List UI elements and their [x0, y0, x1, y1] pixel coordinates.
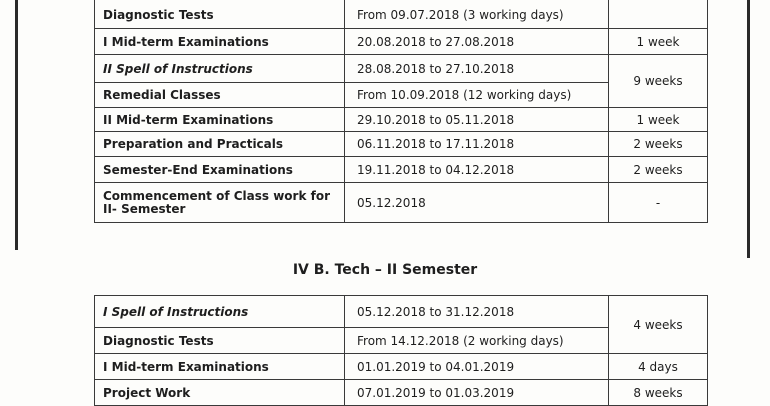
period-cell: 06.11.2018 to 17.11.2018	[345, 132, 609, 157]
table-row	[95, 0, 708, 29]
table-row	[95, 132, 708, 157]
table-row	[95, 55, 708, 83]
table-row	[95, 296, 708, 328]
table-row	[95, 108, 708, 132]
activity-cell: II Spell of Instructions	[95, 55, 345, 83]
duration-cell: 2 weeks	[609, 132, 708, 157]
table-row	[95, 354, 708, 380]
duration-cell: -	[609, 183, 708, 223]
period-cell: 01.01.2019 to 04.01.2019	[345, 354, 609, 380]
activity-cell: Project Work	[95, 380, 345, 406]
period-cell: 20.08.2018 to 27.08.2018	[345, 29, 609, 55]
first-semester-schedule-table	[94, 0, 708, 223]
duration-cell: 2 weeks	[609, 157, 708, 183]
period-cell: 19.11.2018 to 04.12.2018	[345, 157, 609, 183]
period-cell: From 14.12.2018 (2 working days)	[345, 328, 609, 354]
period-cell: 05.12.2018 to 31.12.2018	[345, 296, 609, 328]
table-row	[95, 183, 708, 223]
activity-cell: Diagnostic Tests	[95, 328, 345, 354]
duration-cell: 4 weeks	[609, 296, 708, 354]
duration-cell	[609, 0, 708, 29]
duration-cell: 9 weeks	[609, 55, 708, 108]
table-row	[95, 157, 708, 183]
period-cell: From 10.09.2018 (12 working days)	[345, 83, 609, 108]
period-cell: 28.08.2018 to 27.10.2018	[345, 55, 609, 83]
duration-cell: 1 week	[609, 29, 708, 55]
period-cell: 05.12.2018	[345, 183, 609, 223]
duration-cell: 1 week	[609, 108, 708, 132]
page-border-right	[747, 0, 750, 258]
table-row	[95, 29, 708, 55]
activity-cell: Diagnostic Tests	[95, 0, 345, 29]
second-semester-schedule-table	[94, 295, 708, 406]
page-border-left	[15, 0, 18, 250]
duration-cell: 4 days	[609, 354, 708, 380]
activity-cell: Commencement of Class work for II- Semester	[95, 183, 345, 223]
activity-cell: Remedial Classes	[95, 83, 345, 108]
period-cell: 07.01.2019 to 01.03.2019	[345, 380, 609, 406]
period-cell: From 09.07.2018 (3 working days)	[345, 0, 609, 29]
activity-cell: I Spell of Instructions	[95, 296, 345, 328]
section-title: IV B. Tech – II Semester	[292, 262, 478, 278]
activity-cell: II Mid-term Examinations	[95, 108, 345, 132]
activity-cell: Preparation and Practicals	[95, 132, 345, 157]
activity-cell: I Mid-term Examinations	[95, 29, 345, 55]
table-row	[95, 380, 708, 406]
duration-cell: 8 weeks	[609, 380, 708, 406]
activity-cell: Semester-End Examinations	[95, 157, 345, 183]
activity-cell: I Mid-term Examinations	[95, 354, 345, 380]
period-cell: 29.10.2018 to 05.11.2018	[345, 108, 609, 132]
